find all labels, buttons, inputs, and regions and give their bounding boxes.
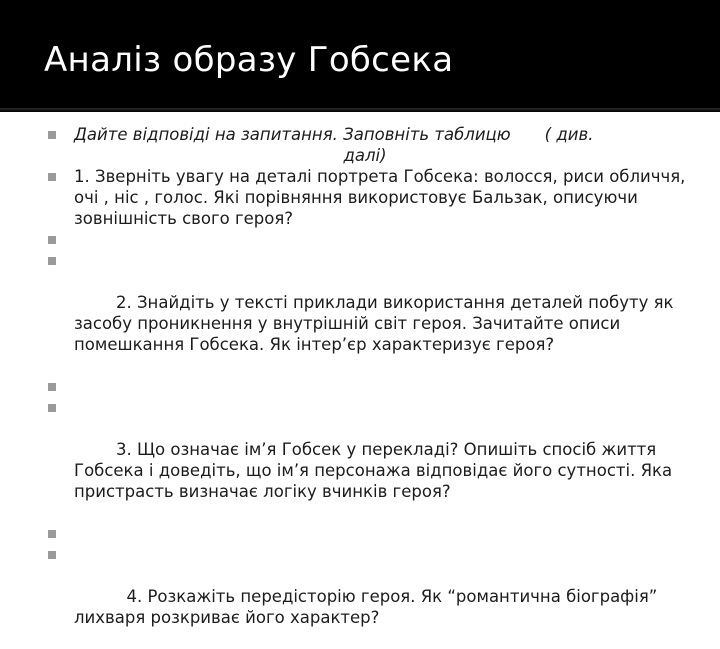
bullet-item-empty	[46, 376, 696, 397]
instructions-text: Дайте відповіді на запитання. Заповніть таблицю	[74, 125, 511, 144]
bullet-item-empty	[46, 229, 696, 250]
square-bullet-icon	[48, 551, 56, 559]
question-3-text: 3. Що означає ім’я Гобсек у перекладі? Опишіть спосіб життя Гобсека і доведіть, що ім’я персонажа відповідає його сутності. Яка пристрасть визначає логіку вчинків героя?	[74, 440, 678, 501]
bullet-item-empty	[46, 523, 696, 544]
bullet-item-question-3	[46, 397, 696, 523]
bullet-item-instructions	[46, 124, 696, 166]
square-bullet-icon	[48, 404, 56, 412]
instructions-ref-cont: далі)	[343, 146, 387, 165]
square-bullet-icon	[48, 257, 56, 265]
instructions-ref: ( див.	[544, 125, 594, 144]
bullet-list	[46, 124, 696, 649]
square-bullet-icon	[48, 383, 56, 391]
question-4-text: 4. Розкажіть передісторію героя. Як “романтична біографія” лихваря розкриває його характер?	[74, 587, 663, 627]
bullet-item-question-4	[46, 544, 696, 649]
square-bullet-icon	[48, 530, 56, 538]
slide-title: Аналіз образу Гобсека	[44, 40, 454, 80]
question-2-text: 2. Знайдіть у тексті приклади використання деталей побуту як засобу проникнення у внутрішній світ героя. Зачитайте описи помешкання Гобсека. Як інтер’єр характеризує героя?	[74, 293, 679, 354]
square-bullet-icon	[48, 131, 56, 139]
square-bullet-icon	[48, 173, 56, 181]
title-bar	[0, 0, 720, 112]
question-1-text: 1. Зверніть увагу на деталі портрета Гобсека: волосся, риси обличчя, очі , ніс , голос. Які порівняння використовує Бальзак, описуючи зовнішність свого героя?	[74, 167, 686, 228]
bullet-item-question-2	[46, 250, 696, 376]
bullet-item-question-1	[46, 166, 696, 229]
square-bullet-icon	[48, 236, 56, 244]
